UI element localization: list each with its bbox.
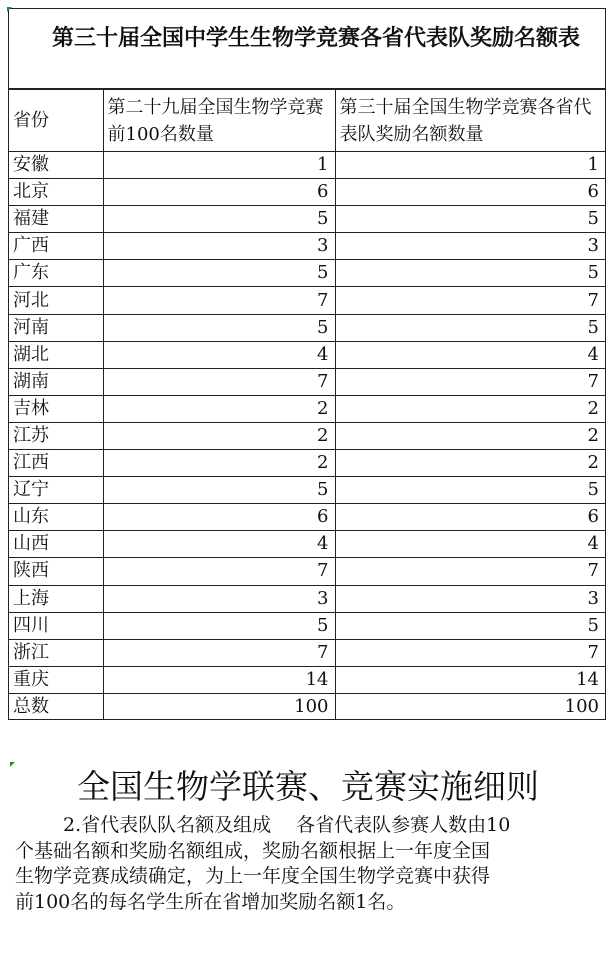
province-cell: 陕西 [9, 558, 103, 585]
header-prev-top100: 第二十九届全国生物学竞赛前100名数量 [103, 90, 335, 152]
award-quota-cell: 100 [335, 693, 605, 720]
award-quota-cell: 2 [335, 395, 605, 422]
prev-top100-cell: 14 [103, 666, 335, 693]
table-row [9, 639, 605, 666]
table-row [9, 666, 605, 693]
cell-marker-icon [7, 7, 12, 12]
award-quota-cell: 5 [335, 314, 605, 341]
province-cell: 河北 [9, 287, 103, 314]
prev-top100-cell: 6 [103, 179, 335, 206]
table-row [9, 531, 605, 558]
province-cell: 山东 [9, 504, 103, 531]
award-quota-cell: 5 [335, 477, 605, 504]
province-cell: 重庆 [9, 666, 103, 693]
award-quota-cell: 2 [335, 450, 605, 477]
table-row [9, 287, 605, 314]
rules-paragraph-line: 前100名的每名学生所在省增加奖励名额1名。 [15, 890, 406, 913]
table-row [9, 368, 605, 395]
prev-top100-cell: 5 [103, 314, 335, 341]
table-row [9, 233, 605, 260]
prev-top100-cell: 3 [103, 233, 335, 260]
award-quota-cell: 5 [335, 260, 605, 287]
award-quota-cell: 4 [335, 531, 605, 558]
prev-top100-cell: 5 [103, 612, 335, 639]
award-quota-cell: 7 [335, 558, 605, 585]
province-cell: 北京 [9, 179, 103, 206]
prev-top100-cell: 5 [103, 260, 335, 287]
table-row [9, 450, 605, 477]
province-cell: 湖南 [9, 368, 103, 395]
province-cell: 辽宁 [9, 477, 103, 504]
province-cell: 山西 [9, 531, 103, 558]
province-cell: 吉林 [9, 395, 103, 422]
province-cell: 浙江 [9, 639, 103, 666]
award-quota-cell: 14 [335, 666, 605, 693]
prev-top100-cell: 4 [103, 341, 335, 368]
province-cell: 四川 [9, 612, 103, 639]
table-row [9, 206, 605, 233]
prev-top100-cell: 3 [103, 585, 335, 612]
table-row [9, 558, 605, 585]
rules-paragraph-line: 生物学竞赛成绩确定，为上一年度全国生物学竞赛中获得 [15, 865, 491, 887]
award-quota-cell: 2 [335, 422, 605, 449]
province-cell: 江西 [9, 450, 103, 477]
province-cell: 江苏 [9, 422, 103, 449]
rules-paragraph [15, 813, 595, 915]
prev-top100-cell: 7 [103, 558, 335, 585]
award-quota-cell: 1 [335, 152, 605, 179]
prev-top100-cell: 7 [103, 368, 335, 395]
prev-top100-cell: 5 [103, 477, 335, 504]
table-title: 第三十届全国中学生生物学竞赛各省代表队奖励名额表 [9, 9, 605, 89]
table-row [9, 314, 605, 341]
table-row [9, 395, 605, 422]
rules-paragraph-lead: 2.省代表队队名额及组成 各省代表队参赛人数由10 [63, 814, 511, 836]
award-quota-cell: 5 [335, 612, 605, 639]
award-quota-cell: 3 [335, 233, 605, 260]
award-quota-cell: 7 [335, 639, 605, 666]
province-cell: 湖北 [9, 341, 103, 368]
award-quota-cell: 6 [335, 504, 605, 531]
prev-top100-cell: 1 [103, 152, 335, 179]
prev-top100-cell: 2 [103, 422, 335, 449]
prev-top100-cell: 7 [103, 287, 335, 314]
award-quota-cell: 3 [335, 585, 605, 612]
prev-top100-cell: 5 [103, 206, 335, 233]
province-cell: 福建 [9, 206, 103, 233]
quota-table [9, 89, 605, 720]
award-quota-cell: 7 [335, 368, 605, 395]
table-row [9, 179, 605, 206]
rules-heading: 全国生物学联赛、竞赛实施细则 [77, 767, 539, 806]
quota-table-sheet [8, 8, 606, 720]
prev-top100-cell: 7 [103, 639, 335, 666]
table-row [9, 341, 605, 368]
table-row [9, 477, 605, 504]
table-row [9, 693, 605, 720]
award-quota-cell: 5 [335, 206, 605, 233]
table-row [9, 152, 605, 179]
table-row [9, 504, 605, 531]
prev-top100-cell: 6 [103, 504, 335, 531]
prev-top100-cell: 100 [103, 693, 335, 720]
province-cell: 上海 [9, 585, 103, 612]
province-cell: 河南 [9, 314, 103, 341]
table-row [9, 585, 605, 612]
province-cell: 安徽 [9, 152, 103, 179]
award-quota-cell: 7 [335, 287, 605, 314]
award-quota-cell: 6 [335, 179, 605, 206]
province-cell: 广西 [9, 233, 103, 260]
header-award-quota: 第三十届全国生物学竞赛各省代表队奖励名额数量 [335, 90, 605, 152]
table-row [9, 612, 605, 639]
table-row [9, 422, 605, 449]
header-province: 省份 [9, 90, 103, 152]
header-row [9, 90, 605, 152]
award-quota-cell: 4 [335, 341, 605, 368]
prev-top100-cell: 2 [103, 395, 335, 422]
rules-paragraph-line: 个基础名额和奖励名额组成，奖励名额根据上一年度全国 [15, 839, 491, 862]
prev-top100-cell: 2 [103, 450, 335, 477]
table-row [9, 260, 605, 287]
province-cell: 广东 [9, 260, 103, 287]
prev-top100-cell: 4 [103, 531, 335, 558]
province-cell: 总数 [9, 693, 103, 720]
